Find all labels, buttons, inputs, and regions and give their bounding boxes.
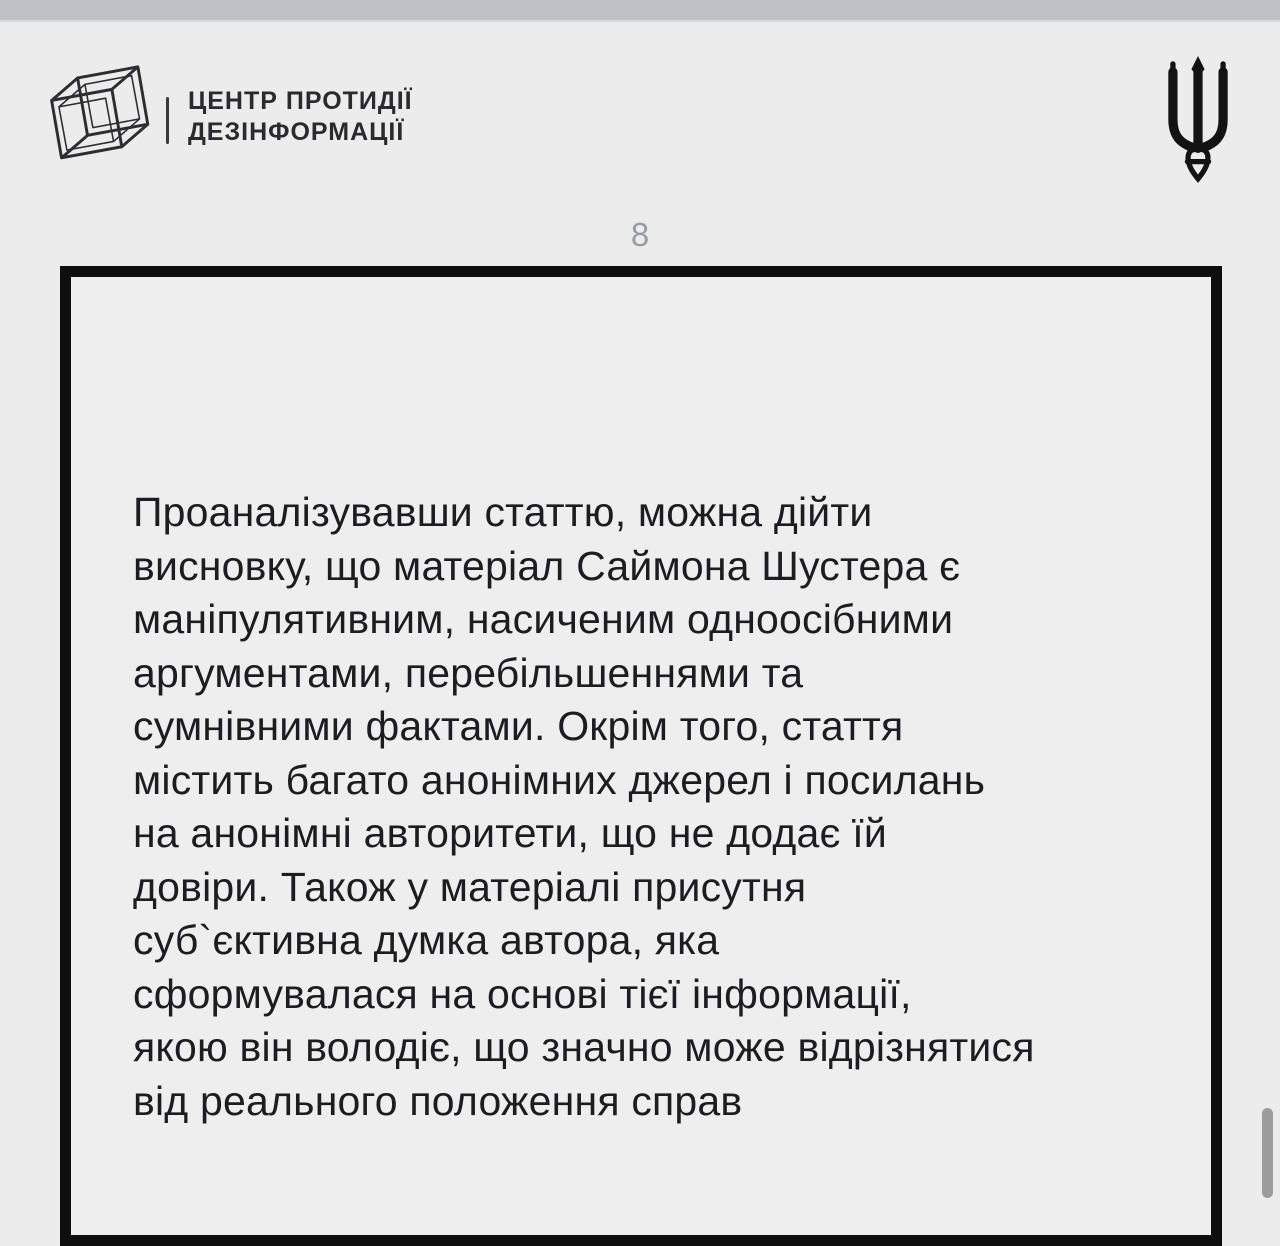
paragraph-line: сформувалася на основі тієї інформації, bbox=[133, 970, 912, 1017]
paragraph-line: висновку, що матеріал Саймона Шустера є bbox=[133, 542, 961, 589]
paragraph-line: містить багато анонімних джерел і посилань bbox=[133, 756, 986, 803]
impossible-cube-logo-icon bbox=[43, 60, 151, 172]
paragraph-line: якою він володіє, що значно може відрізнятися bbox=[133, 1024, 1035, 1070]
logo-separator bbox=[166, 97, 169, 144]
content-box bbox=[60, 266, 1222, 1246]
org-wordmark bbox=[188, 86, 413, 148]
org-logo bbox=[43, 60, 151, 172]
paragraph-line: на анонімні авторитети, що не додає їй bbox=[133, 810, 887, 856]
analysis-paragraph bbox=[133, 486, 1035, 1128]
paragraph-line: від реального положення справ bbox=[133, 1077, 743, 1124]
ukraine-trident-icon bbox=[1156, 56, 1240, 188]
paragraph-line: Проаналізувавши статтю, можна дійти bbox=[133, 489, 873, 535]
top-bar bbox=[0, 0, 1280, 22]
page-number: 8 bbox=[630, 216, 650, 253]
org-name-line2: ДЕЗІНФОРМАЦІЇ bbox=[188, 118, 405, 146]
paragraph-line: сумнівними фактами. Окрім того, стаття bbox=[133, 703, 904, 749]
org-name-line1: ЦЕНТР ПРОТИДІЇ bbox=[188, 87, 413, 115]
paragraph-line: довіри. Також у матеріалі присутня bbox=[133, 863, 807, 910]
paragraph-line: суб`єктивна думка автора, яка bbox=[133, 917, 720, 963]
paragraph-line: аргументами, перебільшеннями та bbox=[133, 649, 804, 696]
paragraph-line: маніпулятивним, насиченим одноосібними bbox=[133, 596, 954, 642]
